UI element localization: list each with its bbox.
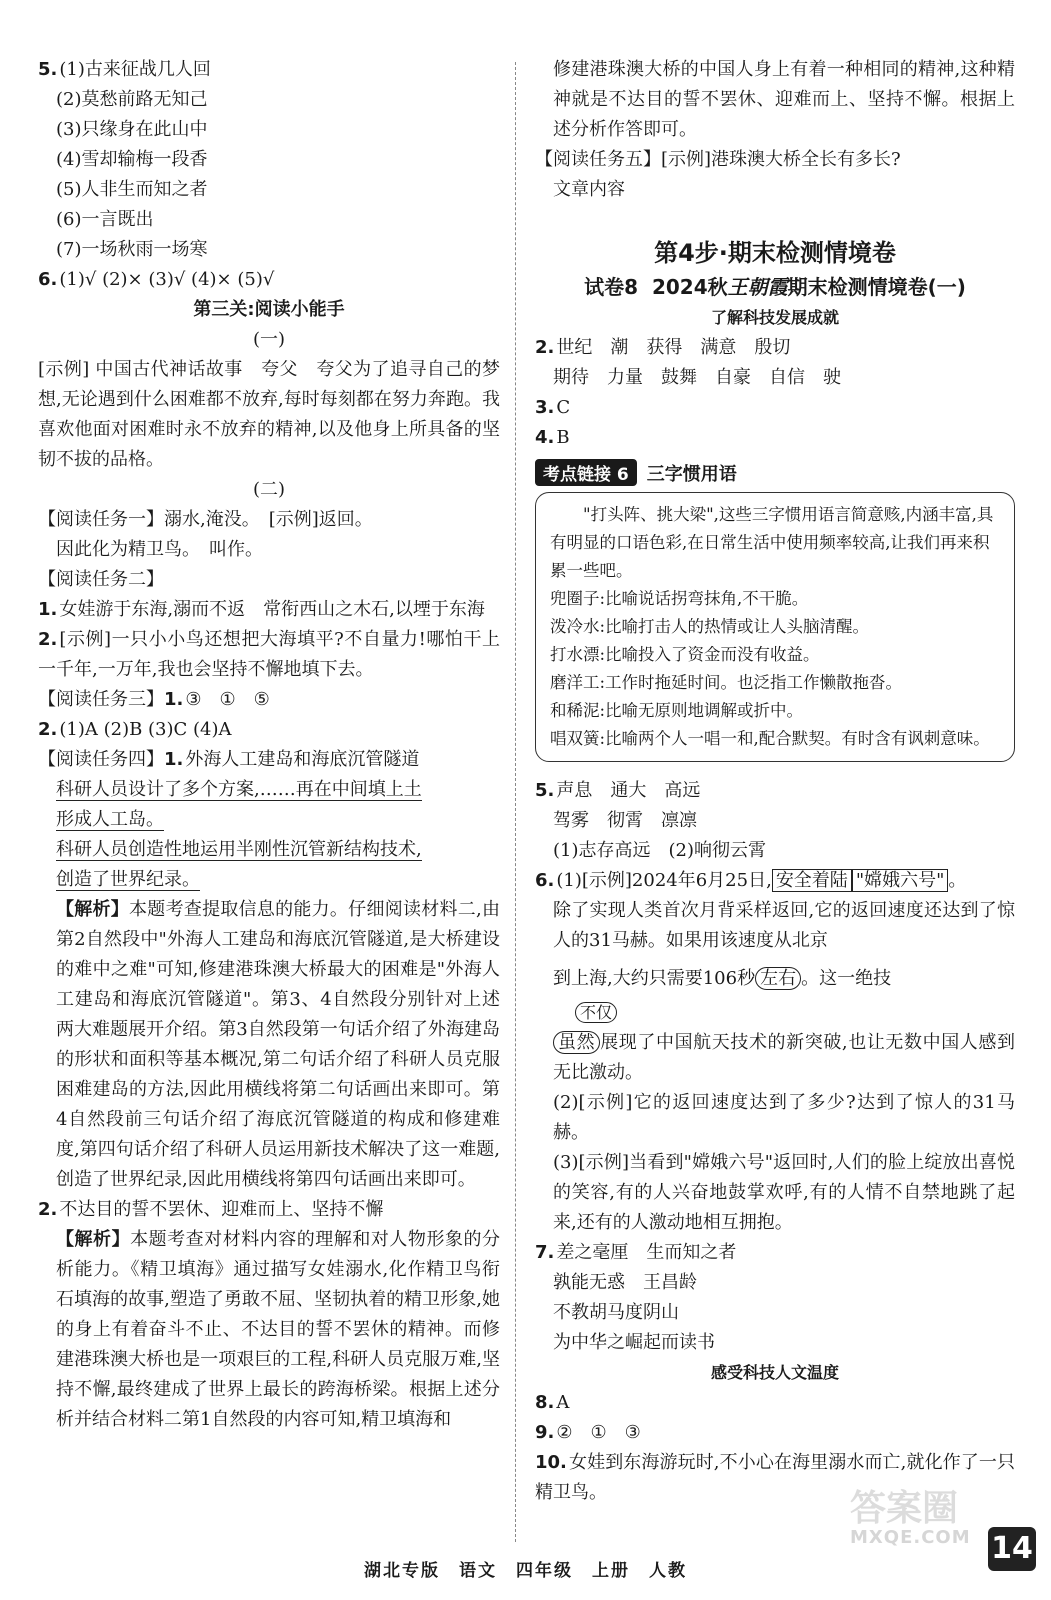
underlined-sentence: 创造了世界纪录。	[56, 869, 200, 890]
task2-q2-number: 2.	[38, 629, 58, 650]
paper-label: 试卷8	[584, 275, 639, 299]
paper-title-b: 期末检测情境卷(一)	[787, 275, 966, 299]
q8-line	[535, 1388, 1015, 1418]
task4-underlined	[38, 775, 500, 805]
insert-mark	[535, 998, 1015, 1028]
task2-q1-number: 1.	[38, 599, 58, 620]
q6-text: 到上海,大约只需要106秒	[553, 968, 756, 989]
q5-answer: 声息 通大 高远	[556, 780, 701, 801]
q5-item: (5)人非生而知之者	[56, 179, 208, 200]
analysis-label: 【解析】	[56, 1229, 131, 1250]
underlined-sentence: 形成人工岛。	[56, 809, 164, 830]
q8-answer: A	[556, 1392, 570, 1413]
q6-text	[535, 1028, 1015, 1088]
knowledge-link-box	[535, 492, 1015, 762]
q7-answer: 孰能无惑 王昌龄	[553, 1272, 697, 1293]
page-footer: 湖北专版 语文 四年级 上册 人教	[364, 1561, 687, 1581]
q5-line	[535, 776, 1015, 806]
task2-q2	[38, 625, 500, 685]
task4-underlined	[38, 865, 500, 895]
q5-line	[38, 55, 500, 85]
q3-answer: C	[556, 397, 571, 418]
task3-answer: ③ ① ⑤	[185, 689, 270, 710]
knowledge-link-header	[535, 459, 1015, 486]
q3-line	[535, 393, 1015, 423]
subsection-title: 了解科技发展成就	[710, 308, 839, 327]
task3-number: 1.	[164, 689, 184, 710]
underlined-sentence: 科研人员设计了多个方案,……再在中间填上土	[56, 779, 422, 800]
watermark-text: 答案圈	[850, 1488, 959, 1529]
circled-word: 左右	[755, 967, 801, 990]
q6-text: 。这一绝技	[801, 968, 892, 989]
underlined-sentence: 科研人员创造性地运用半刚性沉管新结构技术,	[56, 839, 422, 860]
section3-title: 第三关:阅读小能手	[193, 299, 345, 320]
task4-answer: 外海人工建岛和海底沉管隧道	[185, 749, 420, 770]
q5-number: 5.	[535, 780, 555, 801]
task5-line: 【阅读任务五】[示例]港珠澳大桥全长有多长?	[535, 149, 901, 170]
idiom-item: 磨洋工:工作时拖延时间。也泛指工作懒散拖沓。	[550, 673, 903, 692]
idiom-item: 和稀泥:比喻无原则地调解或折中。	[550, 701, 804, 720]
watermark	[850, 1480, 971, 1548]
task4-q2-number: 2.	[38, 1199, 58, 1220]
q6-number: 6.	[38, 269, 58, 290]
brand-logo: 王朝霞	[727, 275, 788, 299]
paper-title-a: 2024秋	[651, 275, 728, 299]
q5-item: (4)雪却输梅一段香	[56, 149, 208, 170]
idiom-item: 兜圈子:比喻说话拐弯抹角,不干脆。	[550, 589, 809, 608]
paper-title	[535, 271, 1015, 303]
task4-q2-answer: 不达目的誓不罢休、迎难而上、坚持不懈	[59, 1199, 384, 1220]
q5-number: 5.	[38, 59, 58, 80]
q10-answer: 女娃到东海游玩时,不小心在海里溺水而亡,就化作了一只精卫鸟。	[535, 1452, 1015, 1503]
analysis-label: 【解析】	[56, 899, 130, 920]
q2-answer-2: 期待 力量 鼓舞 自豪 自信 驶	[553, 367, 841, 388]
q2-line	[535, 333, 1015, 363]
knowledge-link-title: 三字惯用语	[646, 463, 737, 485]
q2-number: 2.	[535, 337, 555, 358]
task5-line: 文章内容	[553, 179, 625, 200]
q7-answer: 为中华之崛起而读书	[553, 1332, 715, 1353]
q6-number: 6.	[535, 870, 555, 891]
task2-label: 【阅读任务二】	[38, 569, 164, 590]
q6-part3: (3)[示例]当看到"嫦娥六号"返回时,人们的脸上绽放出喜悦的笑容,有的人兴奋地鼓掌欢呼,有的人情不自禁地跳了起来,还有的人激动地相互拥抱。	[553, 1152, 1015, 1233]
knowledge-link-number: 6	[616, 465, 629, 485]
task3-q2	[38, 715, 500, 745]
idiom-item: 唱双簧:比喻两个人一唱一和,配合默契。有时含有讽刺意味。	[550, 729, 990, 748]
q5-item: (6)一言既出	[56, 209, 154, 230]
q6-text: (1)[示例]2024年6月25日,	[556, 870, 772, 891]
circled-word: 虽然	[553, 1031, 600, 1054]
task1-line: 因此化为精卫鸟。 叫作。	[56, 539, 263, 560]
task3-q2-number: 2.	[38, 719, 58, 740]
q7-line	[535, 1238, 1015, 1268]
analysis-text: 本题考查对材料内容的理解和对人物形象的分析能力。《精卫填海》通过描写女娃溺水,化作精卫鸟衔石填海的故事,塑造了勇敢不屈、坚韧执着的精卫形象,她的身上有着奋斗不止、不达目的誓不罢休的精神。而修建港珠澳大桥也是一项艰巨的工程,科研人员克服万难,坚持不懈,最终建成了世界上最长的跨海桥梁。根据上述分析并结合材料二第1自然段的内容可知,精卫填海和	[56, 1229, 501, 1430]
knowledge-link-tag-text: 考点链接	[543, 465, 611, 485]
q7-number: 7.	[535, 1242, 555, 1263]
q7-answer: 不教胡马度阴山	[553, 1302, 679, 1323]
q6-part2: (2)[示例]它的返回速度达到了多少?达到了惊人的31马赫。	[553, 1092, 1015, 1143]
watermark-url: MXQE.COM	[850, 1527, 971, 1548]
part1-title: (一)	[252, 329, 286, 350]
q6-line	[535, 866, 1015, 896]
q9-answer: ② ① ③	[556, 1422, 641, 1443]
page-number: 14	[988, 1527, 1036, 1571]
knowledge-link-intro: "打头阵、挑大梁",这些三字惯用语言简意赅,内涵丰富,具有明显的口语色彩,在日常生活中使用频率较高,让我们再来积累一些吧。	[550, 505, 994, 580]
task4-number: 1.	[164, 749, 184, 770]
task2-q1	[38, 595, 500, 625]
task3-line	[38, 685, 500, 715]
q5-item: (2)莫愁前路无知己	[56, 89, 208, 110]
analysis-1	[38, 895, 500, 1195]
analysis-continued: 修建港珠澳大桥的中国人身上有着一种相同的精神,这种精神就是不达目的誓不罢休、迎难而上、坚持不懈。根据上述分析作答即可。	[553, 59, 1015, 140]
q5-item: (3)只缘身在此山中	[56, 119, 208, 140]
task2-q2-text: [示例]一只小小鸟还想把大海填平?不自量力!哪怕干上一千年,一万年,我也会坚持不懈地填下去。	[38, 629, 500, 680]
subsection-title: 感受科技人文温度	[710, 1363, 839, 1382]
q5-item: (1)古来征战几人回	[59, 59, 211, 80]
q6-line-3	[535, 964, 1015, 994]
step-title: 第4步·期末检测情境卷	[654, 239, 896, 267]
left-column	[38, 55, 500, 1435]
q5-answer-3: (1)志存高远 (2)响彻云霄	[553, 840, 766, 861]
q6-answer: (1)√ (2)× (3)√ (4)× (5)√	[59, 269, 275, 290]
q9-number: 9.	[535, 1422, 555, 1443]
column-divider	[515, 62, 516, 1542]
task3-q2-answer: (1)A (2)B (3)C (4)A	[59, 719, 232, 740]
q10-number: 10.	[535, 1452, 567, 1473]
task1-line: 【阅读任务一】溺水,淹没。 [示例]返回。	[38, 509, 373, 530]
inserted-word: 不仅	[575, 1002, 617, 1023]
task4-line	[38, 745, 500, 775]
q3-number: 3.	[535, 397, 555, 418]
part2-title: (二)	[252, 479, 286, 500]
knowledge-link-tag	[535, 459, 637, 486]
q9-line	[535, 1418, 1015, 1448]
q5-answer-2: 驾雾 彻霄 凛凛	[553, 810, 697, 831]
q8-number: 8.	[535, 1392, 555, 1413]
boxed-word: "嫦娥六号"	[852, 869, 949, 892]
q6-text: 。	[948, 870, 967, 891]
q7-answer: 差之毫厘 生而知之者	[556, 1242, 737, 1263]
q6-text: 展现了中国航天技术的新突破,也让无数中国人感到无比激动。	[553, 1032, 1015, 1083]
idiom-item: 泼冷水:比喻打击人的热情或让人头脑清醒。	[550, 617, 870, 636]
q4-number: 4.	[535, 427, 555, 448]
q6-text: 除了实现人类首次月背采样返回,它的返回速度还达到了惊人的31马赫。如果用该速度从北京	[553, 900, 1015, 951]
task2-q1-text: 女娃游于东海,溺而不返 常衔西山之木石,以堙于东海	[59, 599, 485, 620]
q2-answer: 世纪 潮 获得 满意 殷切	[556, 337, 791, 358]
q5-item: (7)一场秋雨一场寒	[56, 239, 208, 260]
q4-answer: B	[556, 427, 570, 448]
idiom-item: 打水漂:比喻投入了资金而没有收益。	[550, 645, 820, 664]
task4-underlined	[38, 805, 500, 835]
task4-label: 【阅读任务四】	[38, 749, 164, 770]
q4-line	[535, 423, 1015, 453]
boxed-word: 安全着陆	[772, 869, 852, 892]
right-column	[535, 55, 1015, 1508]
task4-q2	[38, 1195, 500, 1225]
task4-underlined	[38, 835, 500, 865]
q6-line	[38, 265, 500, 295]
part1-answer: [示例] 中国古代神话故事 夸父 夸父为了追寻自己的梦想,无论遇到什么困难都不放弃,每时每刻都在努力奔跑。我喜欢他面对困难时永不放弃的精神,以及他身上所具备的坚韧不拔的品格。	[38, 359, 500, 470]
analysis-text: 本题考查提取信息的能力。仔细阅读材料二,由第2自然段中"外海人工建岛和海底沉管隧道,是大桥建设的难中之难"可知,修建港珠澳大桥最大的困难是"外海人工建岛和海底沉管隧道"。第3、4自然段分别针对上述两大难题展开介绍。第3自然段第一句话介绍了外海建岛的形状和面积等基本概况,第二句话介绍了科研人员克服困难建岛的方法,因此用横线将第二句话画出来即可。第4自然段前三句话介绍了海底沉管隧道的构成和修建难度,第四句话介绍了科研人员运用新技术解决了这一难题,创造了世界纪录,因此用横线将第四句话画出来即可。	[56, 899, 500, 1190]
task3-label: 【阅读任务三】	[38, 689, 164, 710]
analysis-2	[38, 1225, 500, 1435]
